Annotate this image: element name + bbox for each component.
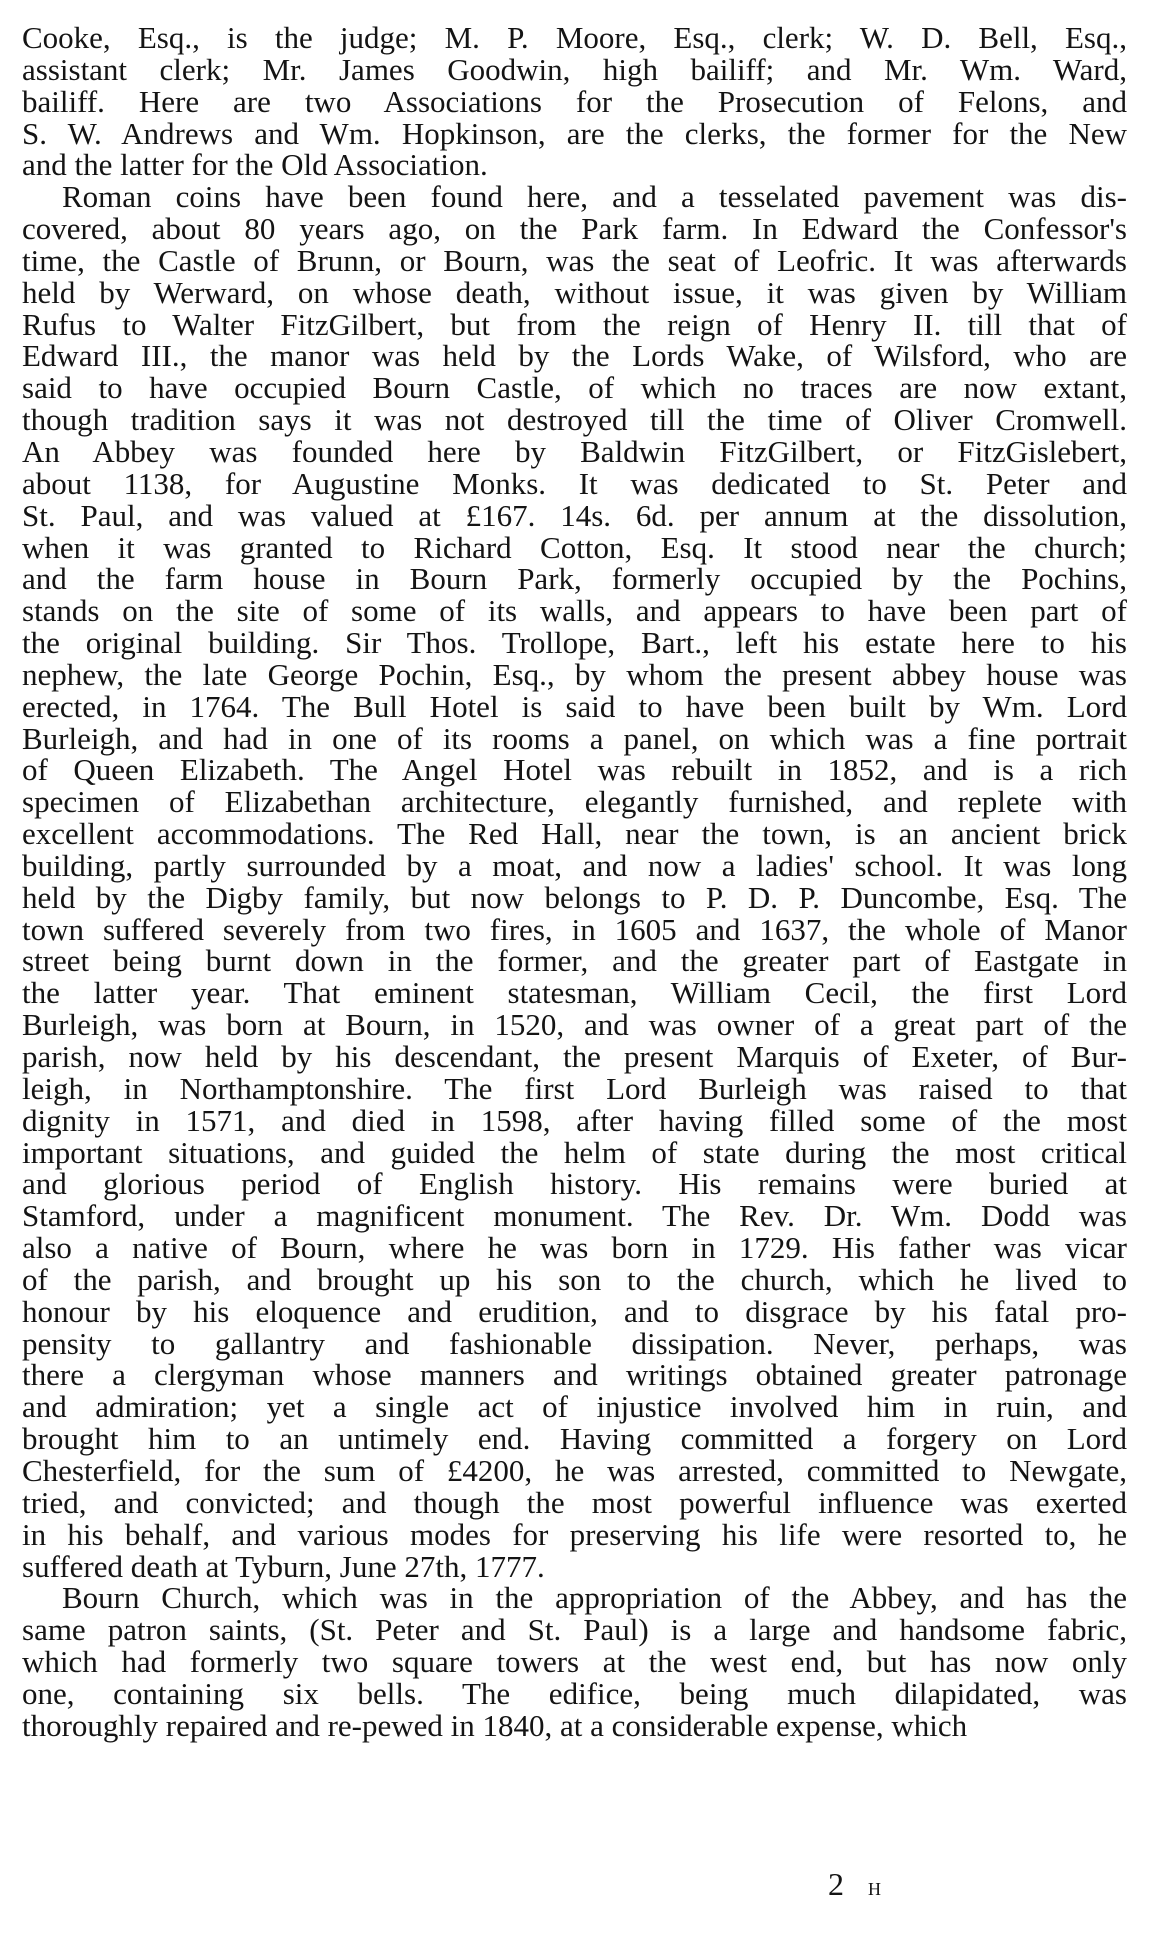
text-line: held by Werward, on whose death, without issue, it was given by William <box>22 274 1127 310</box>
text-line: An Abbey was founded here by Baldwin FitzGilbert, or FitzGislebert, <box>22 433 1127 469</box>
text-line: when it was granted to Richard Cotton, Esq. It stood near the church; <box>22 529 1127 565</box>
text-line: thoroughly repaired and re-pewed in 1840, at a considerable expense, which <box>22 1707 968 1743</box>
text-line: same patron saints, (St. Peter and St. Paul) is a large and handsome fabric, <box>22 1612 1127 1648</box>
text-line: tried, and convicted; and though the most powerful influence was exerted <box>22 1484 1127 1520</box>
text-line: excellent accommodations. The Red Hall, near the town, is an ancient brick <box>22 816 1127 852</box>
text-line: S. W. Andrews and Wm. Hopkinson, are the clerks, the former for the New <box>22 115 1127 151</box>
signature-number: 2 <box>828 1866 852 1902</box>
text-line: the original building. Sir Thos. Trollope, Bart., left his estate here to his <box>22 625 1127 661</box>
text-line: building, partly surrounded by a moat, and now a ladies' school. It was long <box>22 847 1127 883</box>
text-line: one, containing six bells. The edifice, being much dilapidated, was <box>22 1675 1127 1711</box>
text-line: held by the Digby family, but now belongs to P. D. P. Duncombe, Esq. The <box>22 879 1127 915</box>
text-line: Rufus to Walter FitzGilbert, but from the reign of Henry II. till that of <box>22 306 1127 342</box>
text-line: there a clergyman whose manners and writings obtained greater patronage <box>22 1357 1127 1393</box>
text-line: Burleigh, was born at Bourn, in 1520, and was owner of a great part of the <box>22 1007 1127 1043</box>
text-line: time, the Castle of Brunn, or Bourn, was the seat of Leofric. It was afterwards <box>22 242 1127 278</box>
text-line: of the parish, and brought up his son to the church, which he lived to <box>22 1261 1127 1297</box>
text-line: covered, about 80 years ago, on the Park farm. In Edward the Confessor's <box>22 211 1127 247</box>
paragraph <box>22 181 1127 1582</box>
text-line: Burleigh, and had in one of its rooms a panel, on which was a fine portrait <box>22 720 1127 756</box>
text-line: which had formerly two square towers at the west end, but has now only <box>22 1644 1127 1680</box>
paragraph <box>22 1582 1127 1741</box>
text-line: nephew, the late George Pochin, Esq., by whom the present abbey house was <box>22 656 1127 692</box>
text-line: the latter year. That eminent statesman, William Cecil, the first Lord <box>22 975 1127 1011</box>
text-line: and glorious period of English history. His remains were buried at <box>22 1166 1127 1202</box>
text-line: though tradition says it was not destroyed till the time of Oliver Cromwell. <box>22 402 1127 438</box>
text-line: leigh, in Northamptonshire. The first Lord Burleigh was raised to that <box>22 1070 1127 1106</box>
text-line: brought him to an untimely end. Having committed a forgery on Lord <box>22 1421 1127 1457</box>
text-line: of Queen Elizabeth. The Angel Hotel was rebuilt in 1852, and is a rich <box>22 752 1127 788</box>
text-line: suffered death at Tyburn, June 27th, 1777. <box>22 1548 545 1584</box>
text-line: said to have occupied Bourn Castle, of which no traces are now extant, <box>22 370 1127 406</box>
text-line: bailiff. Here are two Associations for the Prosecution of Felons, and <box>22 83 1127 119</box>
text-line: Edward III., the manor was held by the Lords Wake, of Wilsford, who are <box>22 338 1127 374</box>
signature-letter: H <box>868 1879 889 1899</box>
text-line: St. Paul, and was valued at £167. 14s. 6d. per annum at the dissolution, <box>22 497 1127 533</box>
text-line: pensity to gallantry and fashionable dissipation. Never, perhaps, was <box>22 1325 1127 1361</box>
text-line: stands on the site of some of its walls, and appears to have been part of <box>22 593 1127 629</box>
text-line: Stamford, under a magnificent monument. The Rev. Dr. Wm. Dodd was <box>22 1198 1127 1234</box>
text-line: assistant clerk; Mr. James Goodwin, high bailiff; and Mr. Wm. Ward, <box>22 51 1127 87</box>
signature-mark <box>828 1866 889 1903</box>
text-line: and admiration; yet a single act of injustice involved him in ruin, and <box>22 1389 1127 1425</box>
text-line: Roman coins have been found here, and a tesselated pavement was dis- <box>62 179 1127 215</box>
text-line: specimen of Elizabethan architecture, elegantly furnished, and replete with <box>22 784 1127 820</box>
text-line: parish, now held by his descendant, the present Marquis of Exeter, of Bur- <box>22 1039 1127 1074</box>
text-line: and the latter for the Old Association. <box>22 147 488 183</box>
text-line: street being burnt down in the former, and the greater part of Eastgate in <box>22 943 1127 979</box>
text-line: dignity in 1571, and died in 1598, after having filled some of the most <box>22 1102 1127 1138</box>
text-line: and the farm house in Bourn Park, formerly occupied by the Pochins, <box>22 561 1127 597</box>
text-line: important situations, and guided the helm of state during the most critical <box>22 1134 1127 1170</box>
paragraph <box>22 22 1127 181</box>
text-line: Chesterfield, for the sum of £4200, he was arrested, committed to Newgate, <box>22 1452 1127 1488</box>
text-line: about 1138, for Augustine Monks. It was dedicated to St. Peter and <box>22 465 1127 501</box>
text-line: in his behalf, and various modes for preserving his life were resorted to, he <box>22 1516 1127 1552</box>
text-line: also a native of Bourn, where he was born in 1729. His father was vicar <box>22 1230 1127 1266</box>
text-line: Bourn Church, which was in the appropriation of the Abbey, and has the <box>62 1580 1127 1616</box>
text-line: Cooke, Esq., is the judge; M. P. Moore, Esq., clerk; W. D. Bell, Esq., <box>22 20 1127 55</box>
body-text <box>22 22 1127 1742</box>
text-line: erected, in 1764. The Bull Hotel is said to have been built by Wm. Lord <box>22 688 1127 724</box>
text-line: honour by his eloquence and erudition, and to disgrace by his fatal pro- <box>22 1293 1127 1329</box>
text-line: town suffered severely from two fires, in 1605 and 1637, the whole of Manor <box>22 911 1127 947</box>
